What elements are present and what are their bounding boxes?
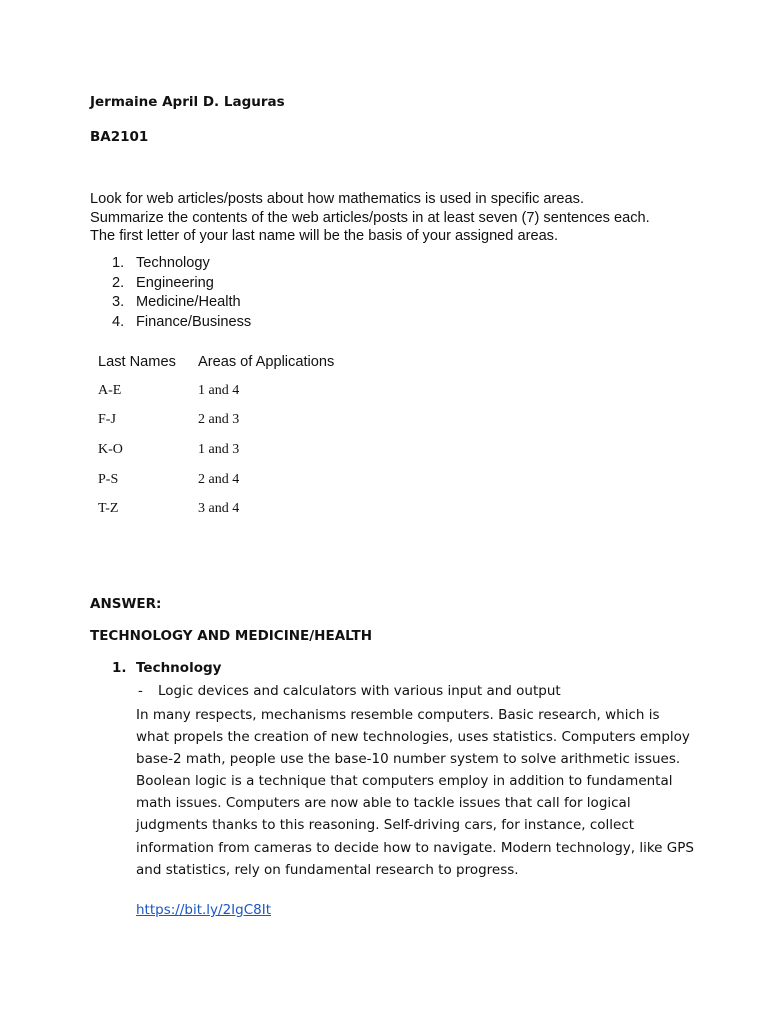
list-item: [112, 274, 251, 294]
areas-list: [112, 254, 251, 333]
table-cell: 3 and 4: [198, 501, 240, 517]
item-number: 1.: [112, 660, 127, 676]
list-number: 3.: [112, 294, 125, 311]
source-link[interactable]: https://bit.ly/2IgC8It: [136, 902, 272, 918]
list-number: 1.: [112, 255, 125, 271]
dash-bullet: -: [138, 683, 143, 699]
list-item: [112, 313, 251, 333]
subtitle-text: Logic devices and calculators with various input and output: [158, 683, 561, 699]
table-row: [98, 494, 398, 524]
student-name: Jermaine April D. Laguras: [90, 94, 285, 110]
assignment-table: [98, 354, 398, 524]
table-cell: T-Z: [98, 501, 119, 517]
item-heading: [112, 660, 221, 676]
table-cell: 2 and 3: [198, 412, 240, 428]
instructions-paragraph: Look for web articles/posts about how mathematics is used in specific areas. Summarize the contents of the web articles/posts in at least seven (7) sentences each. The first letter of your last name will be the basis of your assigned areas.: [90, 191, 650, 244]
list-item: [112, 254, 251, 274]
list-number: 4.: [112, 314, 125, 331]
table-cell: 2 and 4: [198, 471, 240, 487]
section-code: BA2101: [90, 129, 149, 145]
table-cell: A-E: [98, 382, 122, 398]
answer-heading: ANSWER:: [90, 596, 162, 612]
table-cell: 1 and 4: [198, 382, 240, 398]
table-row: [98, 376, 398, 406]
column-header-areas: Areas of Applications: [198, 354, 335, 370]
list-item-label: Engineering: [136, 274, 214, 291]
item-subtitle: [138, 683, 561, 699]
list-number: 2.: [112, 274, 125, 291]
table-header-row: [98, 354, 398, 376]
topic-heading: TECHNOLOGY AND MEDICINE/HEALTH: [90, 628, 373, 644]
body-paragraph: In many respects, mechanisms resemble computers. Basic research, which is what propels the creation of new technologies, uses statistics. Computers employ base-2 math, people use the base-10 number system to solve arithmetic issues. Boolean logic is a technique that computers employ in addition to fundamental math issues. Computers are now able to tackle issues that call for logical judgments thanks to this reasoning. Self-driving cars, for instance, collect information from cameras to decide how to navigate. Modern technology, like GPS and statistics, rely on fundamental research to progress.: [136, 707, 694, 878]
table-row: [98, 406, 398, 436]
list-item-label: Medicine/Health: [136, 294, 241, 311]
list-item: [112, 293, 251, 313]
table-cell: P-S: [98, 471, 119, 487]
table-row: [98, 465, 398, 495]
table-cell: 1 and 3: [198, 441, 240, 457]
column-header-last-names: Last Names: [98, 354, 176, 370]
list-item-label: Technology: [136, 255, 210, 271]
table-cell: K-O: [98, 441, 123, 457]
table-cell: F-J: [98, 412, 116, 428]
list-item-label: Finance/Business: [136, 314, 252, 331]
item-title: Technology: [136, 660, 222, 676]
table-row: [98, 435, 398, 465]
